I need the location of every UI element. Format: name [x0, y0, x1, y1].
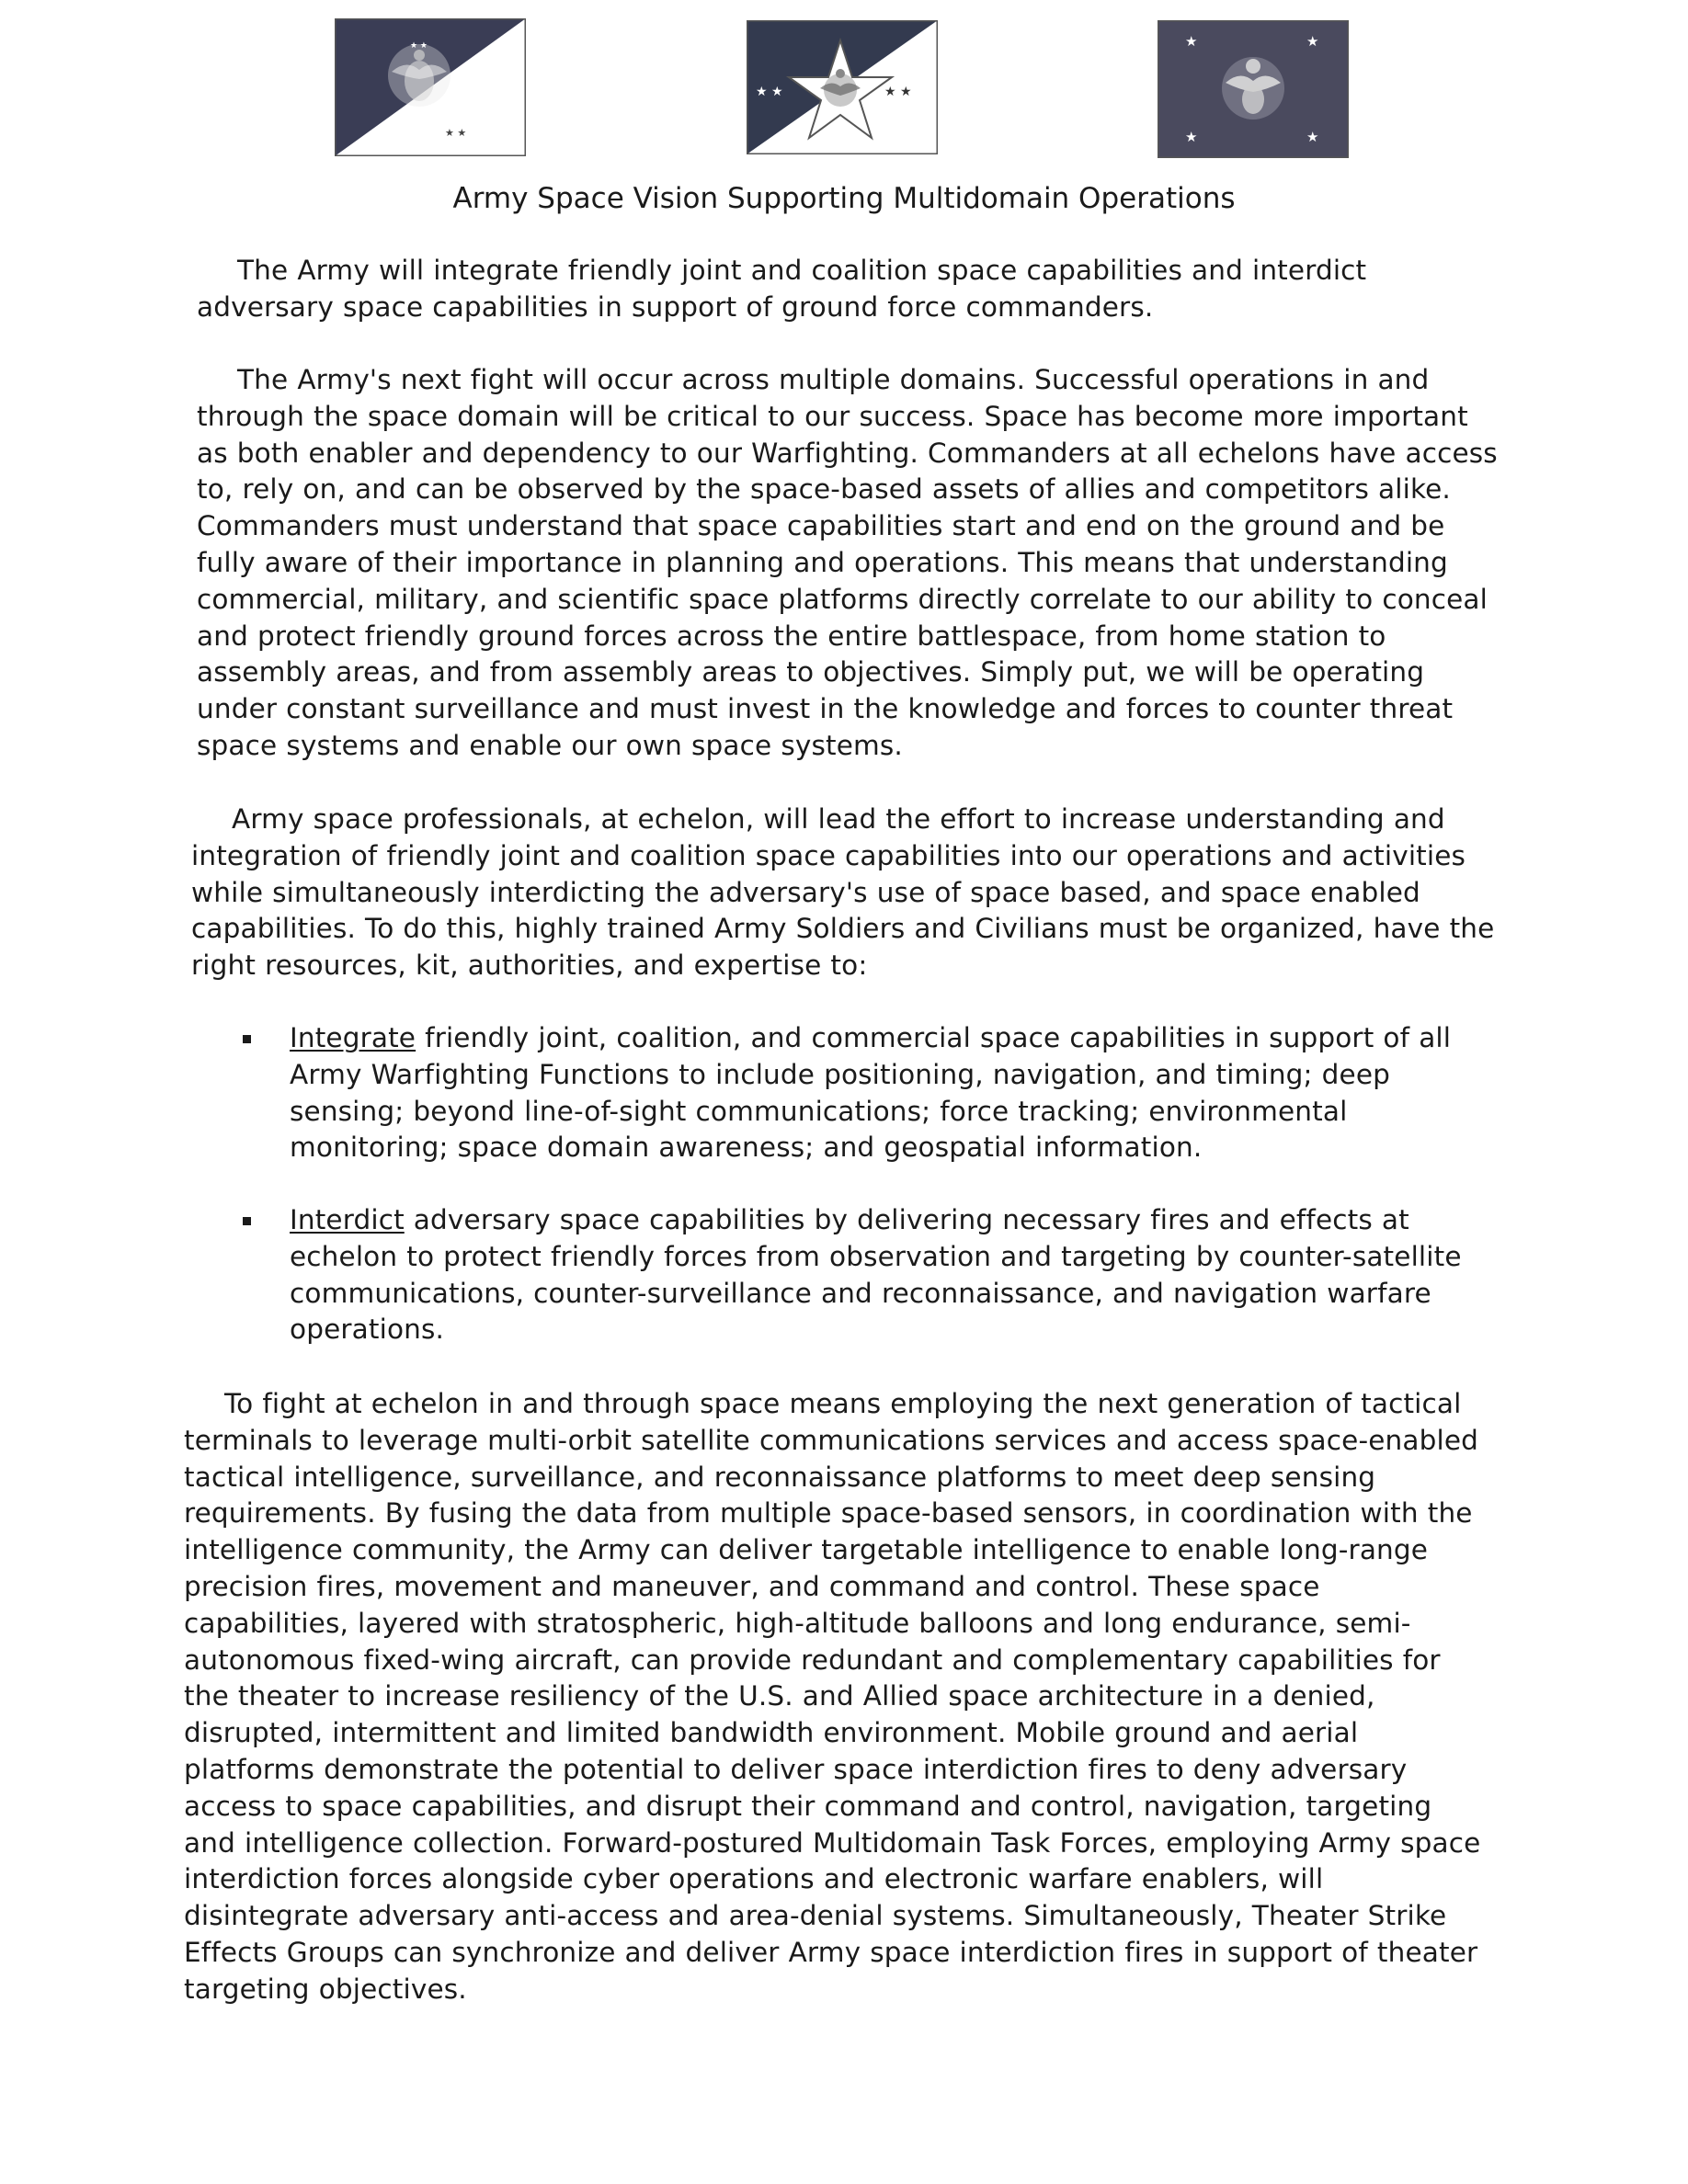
diagonal-flag-icon — [335, 18, 526, 156]
intro-paragraph: The Army will integrate friendly joint and coalition space capabilities and interdict adversary space capabilities in support of ground force commanders. — [197, 255, 1367, 323]
list-item-integrate — [241, 1020, 1491, 1166]
multidomain-paragraph: The Army's next fight will occur across multiple domains. Successful operations in and through the space domain will be critical to our success. Space has become more important as both enabler and dependency to our Warfighting. Commanders at all echelons have access to, rely on, and can be observed by the space-based assets of allies and competitors alike. Commanders must understand that space capabilities start and end on the ground and be fully aware of their importance in planning and operations. This means that understanding commercial, military, and scientific space platforms directly correlate to our ability to conceal and protect friendly ground forces across the entire battlespace, from home station to assembly areas, and from assembly areas to objectives. Simply put, we will be operating under constant surveillance and must invest in the knowledge and forces to counter threat space systems and enable our own space systems. — [197, 364, 1498, 761]
flag-emblem-3 — [1158, 20, 1349, 158]
square-bullet-icon — [243, 1035, 251, 1043]
bullet-text: adversary space capabilities by delivering necessary fires and effects at echelon to protect friendly forces from observation and targeting by counter-satellite communications, counter-surveillance and reconnaissance, and navigation warfare operations. — [290, 1204, 1462, 1346]
diagonal-star-flag-icon — [747, 20, 938, 154]
svg-text:★ ★: ★ ★ — [884, 85, 912, 99]
flag-emblem-2 — [747, 20, 938, 154]
bullet-text: friendly joint, coalition, and commercial space capabilities in support of all Army Warfighting Functions to include positioning, navigation, and timing; deep sensing; beyond line-of-sight communications; force tracking; environmental monitoring; space domain awareness; and geospatial information. — [290, 1022, 1452, 1164]
flag-emblem-1 — [335, 18, 526, 156]
space-professionals-paragraph: Army space professionals, at echelon, will lead the effort to increase understanding and integration of friendly joint and coalition space capabilities into our operations and activities while simultaneously interdicting the adversary's use of space based, and space enabled capabilities. To do this, highly trained Army Soldiers and Civilians must be organized, have the right resources, kit, authorities, and expertise to: — [191, 803, 1495, 982]
svg-text:★: ★ — [1306, 129, 1319, 145]
bullet-list — [241, 1020, 1491, 1166]
eagle-seal-icon — [1222, 57, 1284, 119]
bullet-list — [241, 1202, 1491, 1348]
svg-text:★ ★: ★ ★ — [410, 41, 428, 51]
svg-text:★ ★: ★ ★ — [445, 127, 467, 139]
bullet-keyword: Integrate — [290, 1022, 416, 1053]
list-item-interdict — [241, 1202, 1491, 1348]
square-bullet-icon — [243, 1217, 251, 1225]
svg-text:★: ★ — [1306, 33, 1319, 50]
four-star-flag-icon — [1158, 20, 1349, 158]
document-title: Army Space Vision Supporting Multidomain Operations — [452, 182, 1236, 215]
bullet-keyword: Interdict — [290, 1204, 405, 1235]
svg-text:★: ★ — [1185, 129, 1198, 145]
svg-text:★: ★ — [1185, 33, 1198, 50]
fight-at-echelon-paragraph: To fight at echelon in and through space means employing the next generation of tactical terminals to leverage multi-orbit satellite communications services and access space-enabled tactical intelligence, surveillance, and reconnaissance platforms to meet deep sensing requirements. By fusing the data from multiple space-based sensors, in coordination with the intelligence community, the Army can deliver targetable intelligence to enable long-range precision fires, movement and maneuver, and command and control. These space capabilities, layered with stratospheric, high-altitude balloons and long endurance, semi-autonomous fixed-wing aircraft, can provide redundant and complementary capabilities for the theater to increase resiliency of the U.S. and Allied space architecture in a denied, disrupted, intermittent and limited bandwidth environment. Mobile ground and aerial platforms demonstrate the potential to deliver space interdiction fires to deny adversary access to space capabilities, and disrupt their command and control, navigation, targeting and intelligence collection. Forward-postured Multidomain Task Forces, employing Army space interdiction forces alongside cyber operations and electronic warfare enablers, will disintegrate adversary anti-access and area-denial systems. Simultaneously, Theater Strike Effects Groups can synchronize and deliver Army space interdiction fires in support of theater targeting objectives. — [184, 1388, 1481, 2005]
svg-text:★ ★: ★ ★ — [756, 85, 783, 99]
